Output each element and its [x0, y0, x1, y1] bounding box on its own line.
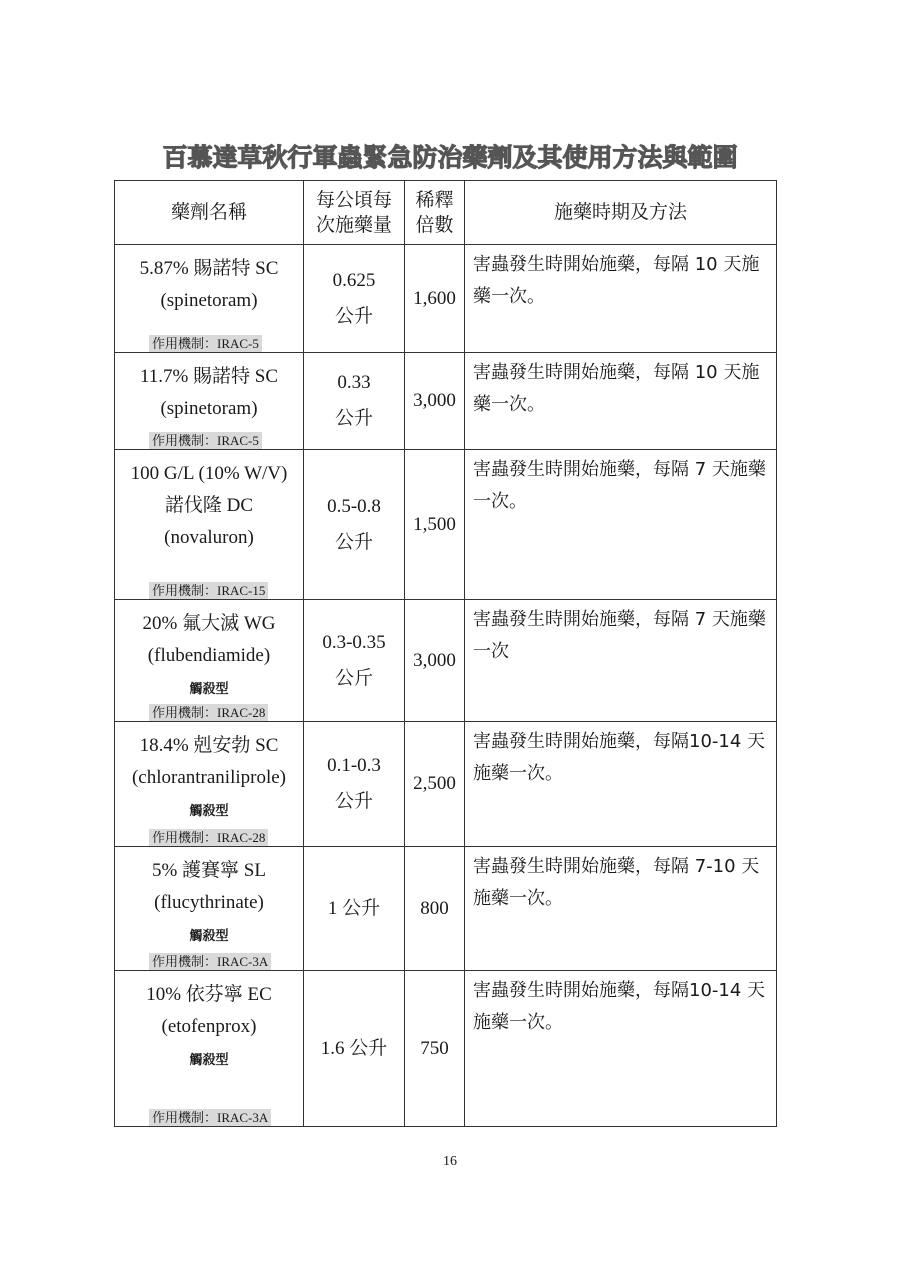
pesticide-name-line: (flubendiamide) — [147, 645, 271, 666]
dose-cell — [304, 600, 405, 722]
pesticide-name — [115, 847, 303, 949]
dose-line: 0.3-0.35 — [322, 631, 386, 653]
dose-line: 1 公升 — [327, 897, 381, 919]
mechanism-label: 作用機制：IRAC-5 — [149, 335, 262, 352]
method-cell: 害蟲發生時開始施藥，每隔 7-10 天施藥一次。 — [465, 847, 777, 971]
pesticide-name-line: (spinetoram) — [160, 290, 258, 311]
method-cell: 害蟲發生時開始施藥，每隔 10 天施藥一次。 — [465, 245, 777, 353]
dilution-cell: 750 — [405, 971, 465, 1127]
pesticide-name — [115, 600, 303, 702]
dose-line: 公斤 — [334, 667, 373, 689]
mechanism-label: 作用機制：IRAC-3A — [149, 953, 271, 970]
pesticide-name — [115, 245, 303, 317]
header-dose: 每公頃每次施藥量 — [304, 181, 405, 245]
mechanism-label: 作用機制：IRAC-5 — [149, 432, 262, 449]
dose-line: 公升 — [334, 305, 373, 327]
pesticide-name-cell — [115, 450, 304, 600]
header-row — [115, 181, 777, 245]
pesticide-name-line: 20% 氟大滅 WG — [142, 613, 276, 634]
dose-line: 公升 — [334, 408, 373, 429]
method-cell: 害蟲發生時開始施藥，每隔 7 天施藥一次。 — [465, 450, 777, 600]
dose-line: 1.6 公升 — [320, 1037, 388, 1059]
pesticide-name-cell — [115, 847, 304, 971]
method-cell: 害蟲發生時開始施藥，每隔 7 天施藥一次 — [465, 600, 777, 722]
header-method: 施藥時期及方法 — [465, 181, 777, 245]
pesticide-name — [115, 353, 303, 425]
pesticide-name-cell — [115, 353, 304, 450]
kill-type-label: 觸殺型 — [189, 804, 229, 819]
pesticide-name-line: 18.4% 剋安勃 SC — [139, 735, 279, 756]
page-number: 16 — [443, 1154, 457, 1169]
method-cell: 害蟲發生時開始施藥，每隔10-14 天施藥一次。 — [465, 971, 777, 1127]
pesticide-name-line: 5% 護賽寧 SL — [151, 860, 266, 881]
kill-type-label: 觸殺型 — [189, 1053, 229, 1068]
pesticide-name-line: 10% 依芬寧 EC — [146, 984, 272, 1005]
table-row — [115, 847, 777, 971]
dose-line: 公升 — [334, 791, 373, 812]
pesticide-name-cell — [115, 971, 304, 1127]
pesticide-name-cell — [115, 722, 304, 847]
dilution-cell: 2,500 — [405, 722, 465, 847]
dose-line: 0.33 — [337, 372, 371, 393]
mechanism-label: 作用機制：IRAC-28 — [149, 704, 268, 721]
pesticide-name-cell — [115, 245, 304, 353]
dose-cell — [304, 450, 405, 600]
dose-cell — [304, 847, 405, 971]
pesticide-name-line: (spinetoram) — [160, 398, 258, 419]
pesticide-name-line: (flucythrinate) — [154, 892, 264, 913]
pesticide-name-line: 諾伐隆 DC — [164, 495, 254, 516]
kill-type-label: 觸殺型 — [189, 682, 229, 697]
dilution-cell: 800 — [405, 847, 465, 971]
table-row — [115, 245, 777, 353]
mechanism-label: 作用機制：IRAC-28 — [149, 829, 268, 846]
kill-type-label: 觸殺型 — [189, 929, 229, 944]
page-title: 百慕達草秋行軍蟲緊急防治藥劑及其使用方法與範圍 — [162, 143, 738, 172]
dilution-cell: 3,000 — [405, 600, 465, 722]
pesticide-name-line: (etofenprox) — [161, 1016, 257, 1037]
pesticide-name-line: (chlorantraniliprole) — [131, 767, 287, 788]
dose-line: 公升 — [334, 531, 373, 553]
pesticide-table — [114, 180, 777, 1127]
dilution-cell: 3,000 — [405, 353, 465, 450]
method-cell: 害蟲發生時開始施藥，每隔10-14 天施藥一次。 — [465, 722, 777, 847]
pesticide-name-cell — [115, 600, 304, 722]
mechanism-label: 作用機制：IRAC-15 — [149, 582, 268, 599]
mechanism-label: 作用機制：IRAC-3A — [149, 1109, 271, 1126]
table-row — [115, 722, 777, 847]
dilution-cell: 1,500 — [405, 450, 465, 600]
pesticide-name-line: 100 G/L (10% W/V) — [130, 463, 288, 484]
dose-line: 0.625 — [332, 269, 376, 291]
header-dilution: 稀釋倍數 — [405, 181, 465, 245]
dose-cell — [304, 353, 405, 450]
dose-cell — [304, 971, 405, 1127]
pesticide-name — [115, 450, 303, 554]
pesticide-name-line: 5.87% 賜諾特 SC — [139, 258, 279, 279]
dose-line: 0.5-0.8 — [327, 495, 381, 517]
dose-cell — [304, 245, 405, 353]
pesticide-name-line: (novaluron) — [164, 527, 254, 548]
dose-line: 0.1-0.3 — [327, 755, 381, 776]
pesticide-name — [115, 722, 303, 824]
table-row — [115, 450, 777, 600]
dose-cell — [304, 722, 405, 847]
table-row — [115, 600, 777, 722]
method-cell: 害蟲發生時開始施藥，每隔 10 天施藥一次。 — [465, 353, 777, 450]
header-name: 藥劑名稱 — [115, 181, 304, 245]
table-row — [115, 971, 777, 1127]
dilution-cell: 1,600 — [405, 245, 465, 353]
pesticide-name — [115, 971, 303, 1073]
pesticide-name-line: 11.7% 賜諾特 SC — [139, 366, 279, 387]
table-row — [115, 353, 777, 450]
